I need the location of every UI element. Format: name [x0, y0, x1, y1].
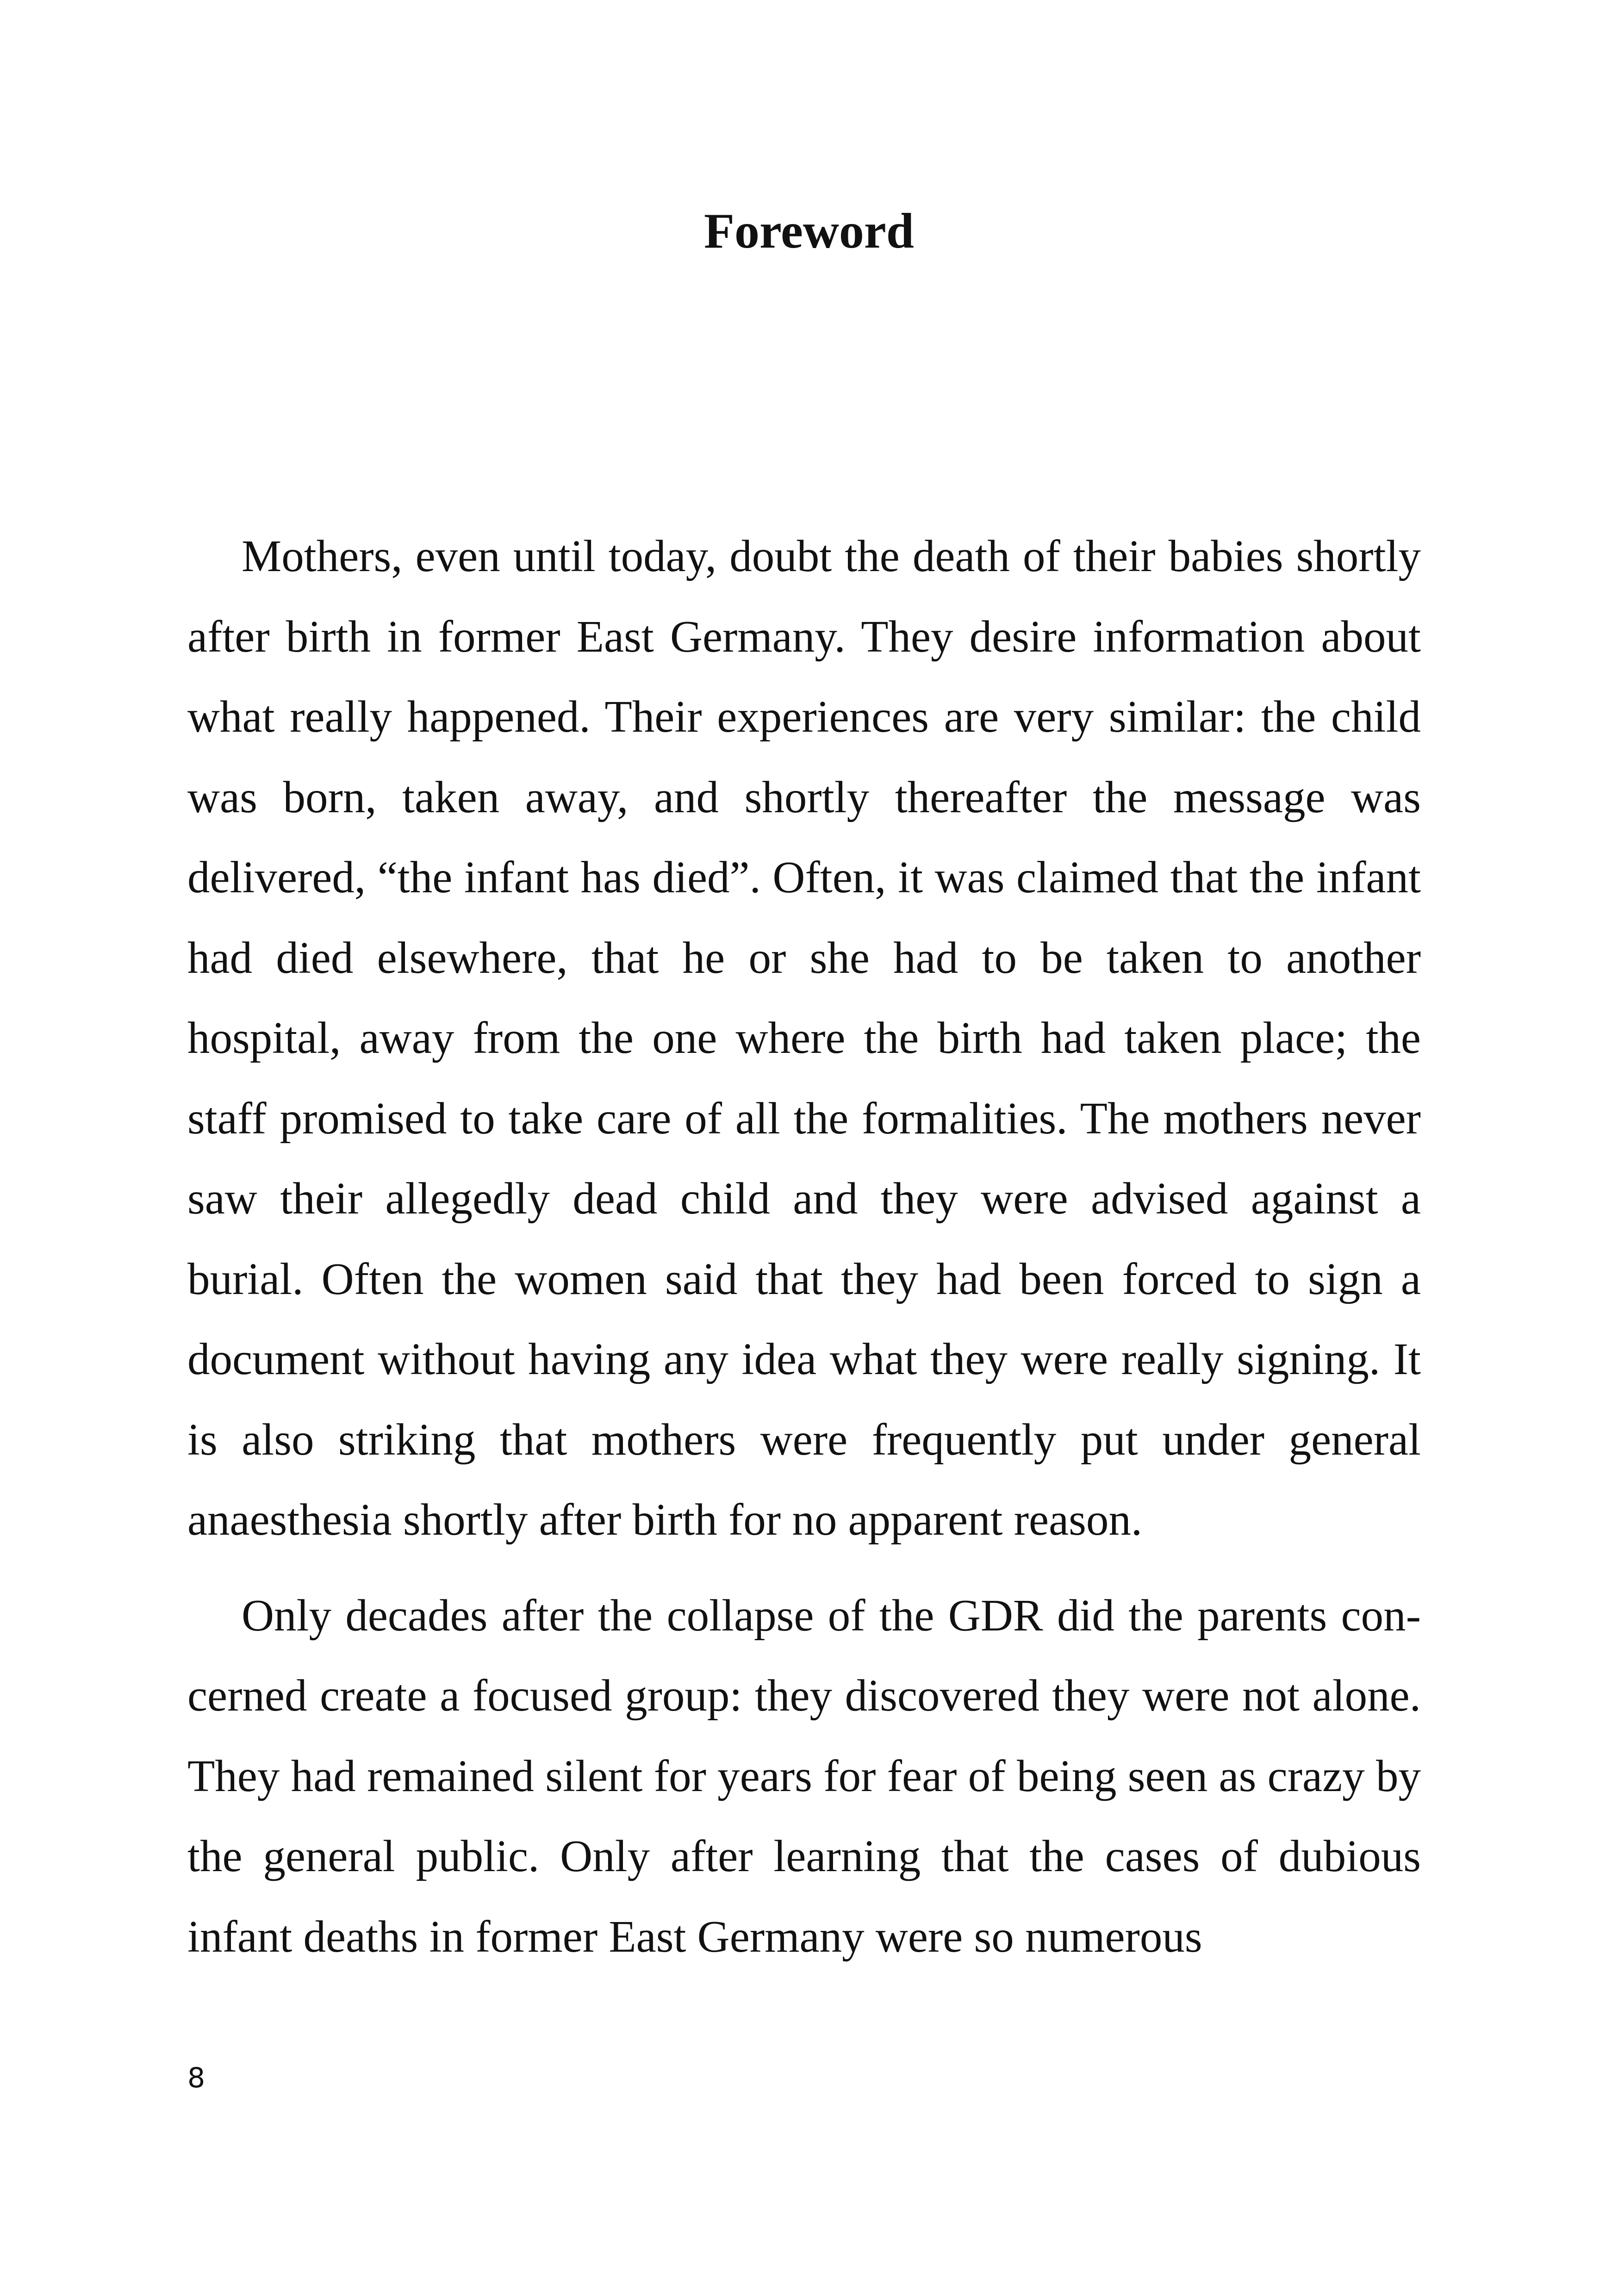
page-number: 8	[187, 2062, 205, 2094]
body-text	[187, 516, 1421, 1977]
page-title: Foreword	[704, 204, 914, 259]
paragraph-1: Mothers, even until today, doubt the death of their babies shortly after birth in former East Germany. They desire information about what really happened. Their experiences are very similar: the child was born, taken away, and shortly thereafter the message was delivered, “the infant has died”. Often, it was claimed that the infant had died elsewhere, that he or she had to be taken to another hospital, away from the one where the birth had taken place; the staff promised to take care of all the formalities. The mothers never saw their allegedly dead child and they were advised against a burial. Often the women said that they had been forced to sign a document without having any idea what they were really signing. It is also striking that mothers were frequently put under general anaesthesia shortly after birth for no apparent reason.	[187, 531, 1421, 1544]
paragraph-2: Only decades after the collapse of the GDR did the parents concerned create a focused group: they discovered they were not alone. They had remained silent for years for fear of being seen as crazy by the general public. Only after learning that the cases of dubious infant deaths in former East Germany were so numerous	[187, 1590, 1421, 1961]
